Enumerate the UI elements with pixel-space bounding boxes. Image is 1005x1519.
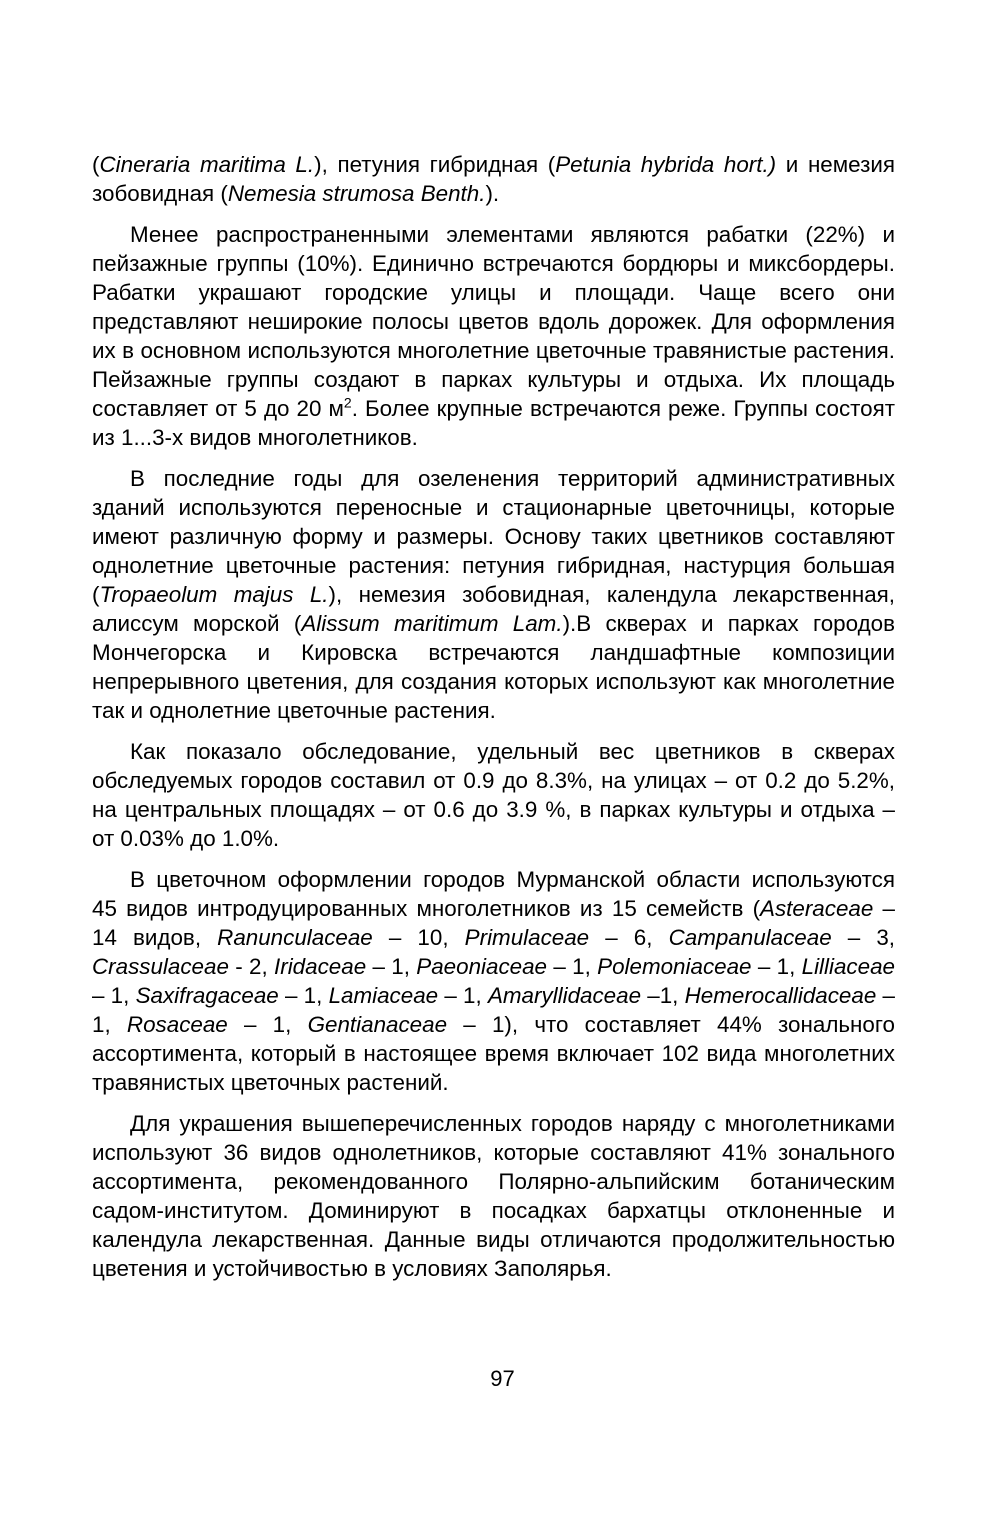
text-run: – 3, <box>831 925 895 950</box>
text-run: – 10, <box>372 925 465 950</box>
text-run: –1, <box>641 983 685 1008</box>
text-run: ). <box>485 181 500 206</box>
text-run: ), петуния гибридная ( <box>314 152 556 177</box>
text-run: – 1, <box>366 954 417 979</box>
text-run: – 1), что составляет 44% зонального ассортимента, который в настоящее время включает 102 вида многолетних травянистых цветочных растений. <box>92 1012 896 1095</box>
page-number: 97 <box>490 1366 515 1391</box>
text-run: и немезия зобовидная ( <box>92 152 896 206</box>
latin-name: Petunia hybrida hort.) <box>555 152 777 177</box>
page-body <box>92 150 895 1295</box>
text-run: – 14 видов, <box>92 896 895 950</box>
latin-name: Polemoniaceae <box>597 954 752 979</box>
latin-name: Gentianaceae <box>307 1012 448 1037</box>
latin-name: Cineraria maritima L. <box>99 152 315 177</box>
paragraph <box>92 220 895 452</box>
text-run: ( <box>92 152 100 177</box>
paragraph <box>92 1109 895 1283</box>
text-run: Для украшения вышеперечисленных городов наряду с многолетниками используют 36 видов однолетников, которые составляют 41% зонального ассортимента, рекомендованного Полярно-альпийским ботаническим садом-институтом. Доминируют в посадках бархатцы отклоненные и календула лекарственная. Данные виды отличаются продолжительностью цветения и устойчивостью в условиях Заполярья. <box>92 1111 895 1281</box>
paragraph <box>92 865 895 1097</box>
paragraph <box>92 464 895 725</box>
text-run: – 1, <box>438 983 488 1008</box>
text-run: . Более крупные встречаются реже. Группы состоят из 1...3-х видов многолетников. <box>92 396 895 450</box>
latin-name: Alissum maritimum Lam. <box>301 611 563 636</box>
text-run: – 1, <box>751 954 802 979</box>
latin-name: Saxifragaceae <box>135 983 279 1008</box>
latin-name: Primulaceae <box>464 925 590 950</box>
latin-name: Hemerocallidaceae <box>684 983 877 1008</box>
latin-name: Ranunculaceae <box>217 925 373 950</box>
paragraph <box>92 150 895 208</box>
text-run: – 6, <box>589 925 669 950</box>
text-run: ), немезия зобовидная, календула лекарственная, алиссум морской ( <box>92 582 895 636</box>
text-run: Менее распространенными элементами являются рабатки (22%) и пейзажные группы (10%). Единично встречаются бордюры и миксбордеры. Рабатки украшают городские улицы и площади. Чаще всего они представляют неширокие полосы цветов вдоль дорожек. Для оформления их в основном используются многолетние цветочные травянистые растения. Пейзажные группы создают в парках культуры и отдыха. Их площадь составляет от 5 до 20 м <box>92 222 895 421</box>
text-run: – 1, <box>92 983 895 1037</box>
text-run: – 1, <box>278 983 329 1008</box>
paragraph <box>92 737 895 853</box>
latin-name: Crassulaceae <box>92 954 229 979</box>
text-run: – 1, <box>227 1012 308 1037</box>
text-run: Как показало обследование, удельный вес цветников в скверах обследуемых городов составил от 0.9 до 8.3%, на улицах – от 0.2 до 5.2%, на центральных площадях – от 0.6 до 3.9 %, в парках культуры и отдыха – от 0.03% до 1.0%. <box>92 739 895 851</box>
text-run: ).В скверах и парках городов Мончегорска и Кировска встречаются ландшафтные композиции непрерывного цветения, для создания которых используют как многолетние так и однолетние цветочные растения. <box>92 611 895 723</box>
text-run: - 2, <box>228 954 275 979</box>
superscript: 2 <box>343 394 352 411</box>
latin-name: Rosaceae <box>126 1012 228 1037</box>
text-run: В последние годы для озеленения территорий административных зданий используются переносные и стационарные цветочницы, которые имеют различную форму и размеры. Основу таких цветников составляют однолетние цветочные растения: петуния гибридная, настурция большая ( <box>92 466 895 607</box>
latin-name: Amaryllidaceae <box>487 983 642 1008</box>
latin-name: Tropaeolum majus L. <box>99 582 329 607</box>
latin-name: Campanulaceae <box>668 925 832 950</box>
latin-name: Lamiaceae <box>328 983 439 1008</box>
text-run: – 1, <box>547 954 598 979</box>
latin-name: Nemesia strumosa Benth. <box>227 181 486 206</box>
latin-name: Iridaceae <box>274 954 367 979</box>
text-run: В цветочном оформлении городов Мурманской области используются 45 видов интродуцированных многолетников из 15 семейств ( <box>92 867 895 921</box>
latin-name: Asteraceae <box>760 896 874 921</box>
latin-name: Lilliaceae <box>801 954 895 979</box>
latin-name: Paeoniaceae <box>416 954 548 979</box>
text-run: – 1, <box>92 983 136 1008</box>
